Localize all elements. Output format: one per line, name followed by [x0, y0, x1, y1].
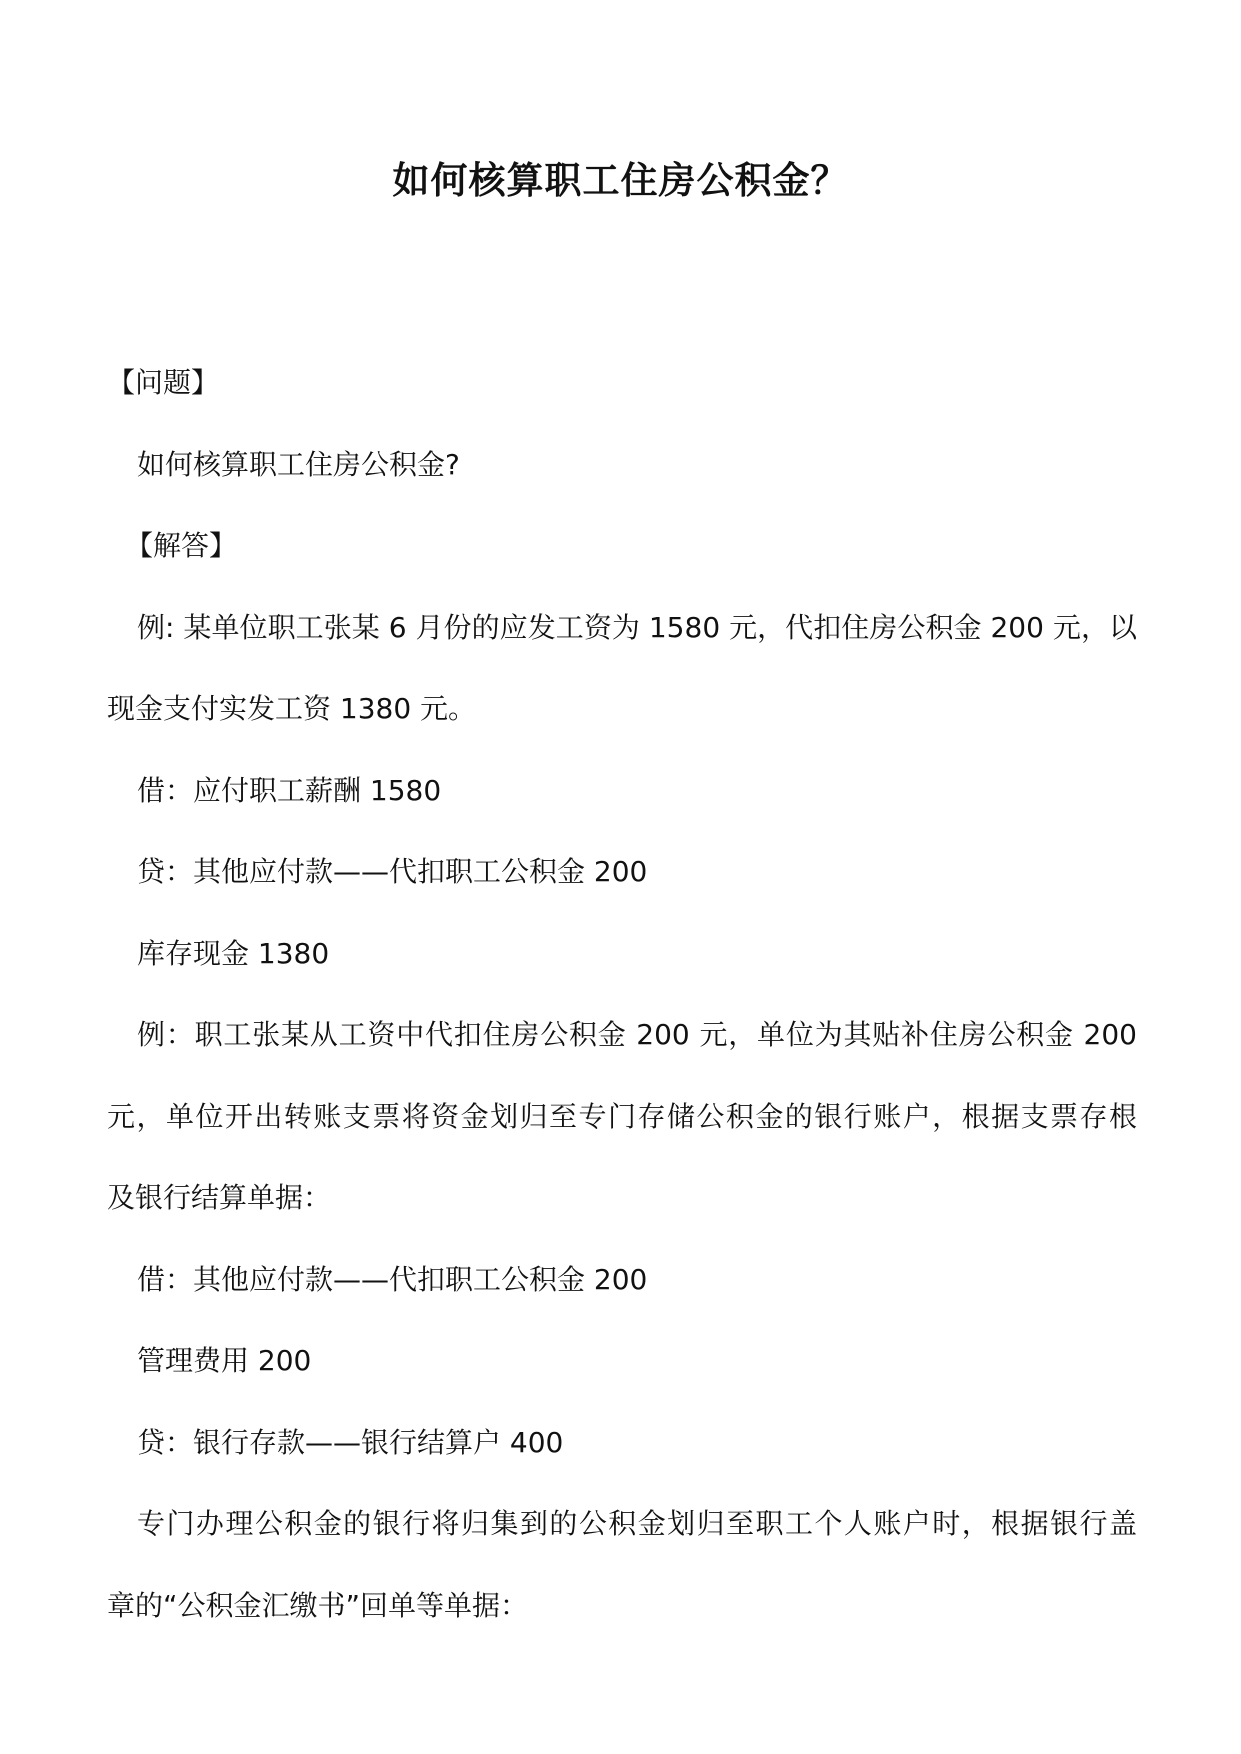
document-title: 如何核算职工住房公积金？	[392, 158, 849, 202]
section-heading-question: 【问题】	[107, 366, 220, 399]
paragraph-line: 例: 某单位职工张某 6 月份的应发工资为 1580 元，代扣住房公积金 200 元，以	[137, 610, 1137, 644]
section-heading-answer: 【解答】	[125, 529, 238, 562]
question-text: 如何核算职工住房公积金?	[137, 447, 460, 481]
paragraph-line: 章的“公积金汇缴书”回单等单据：	[107, 1588, 529, 1622]
paragraph-line: 元，单位开出转账支票将资金划归至专门存储公积金的银行账户，根据支票存根	[107, 1099, 1137, 1133]
journal-entry-line: 贷：其他应付款——代扣职工公积金 200	[137, 855, 648, 888]
journal-entry-line: 借：应付职工薪酬 1580	[137, 773, 442, 807]
paragraph-line: 专门办理公积金的银行将归集到的公积金划归至职工个人账户时，根据银行盖	[137, 1507, 1137, 1540]
paragraph-line: 现金支付实发工资 1380 元。	[107, 692, 477, 725]
paragraph-line: 及银行结算单据：	[107, 1181, 332, 1214]
journal-entry-line: 管理费用 200	[137, 1344, 312, 1377]
journal-entry-line: 贷：银行存款——银行结算户 400	[137, 1425, 564, 1459]
document-body	[107, 342, 1137, 1646]
journal-entry-line: 库存现金 1380	[137, 936, 330, 970]
journal-entry-line: 借：其他应付款——代扣职工公积金 200	[137, 1262, 648, 1296]
paragraph-line: 例：职工张某从工资中代扣住房公积金 200 元，单位为其贴补住房公积金 200	[137, 1018, 1137, 1051]
